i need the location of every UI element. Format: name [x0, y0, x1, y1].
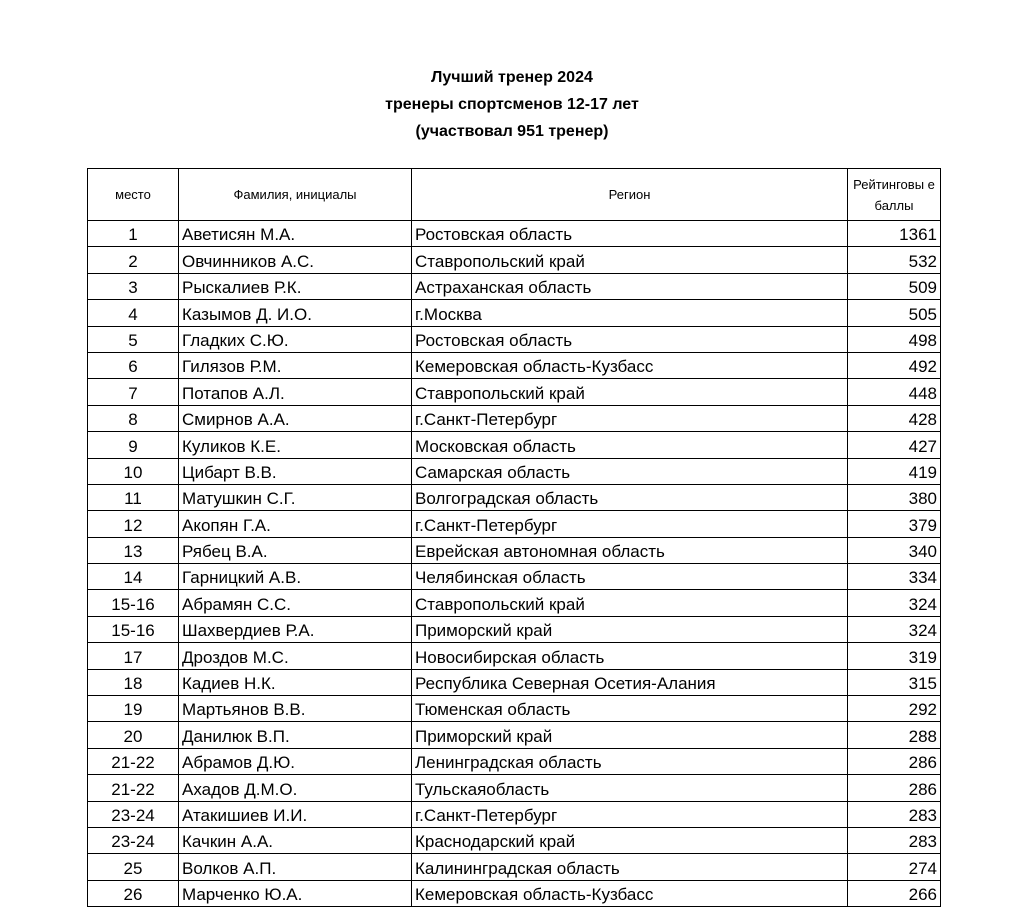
- region-cell: Самарская область: [412, 458, 848, 484]
- region-cell: г.Москва: [412, 300, 848, 326]
- coach-name-cell: Овчинников А.С.: [179, 247, 412, 273]
- coach-name-cell: Абрамов Д.Ю.: [179, 748, 412, 774]
- place-cell: 12: [88, 511, 179, 537]
- score-cell: 448: [848, 379, 941, 405]
- region-cell: г.Санкт-Петербург: [412, 511, 848, 537]
- coach-name-cell: Потапов А.Л.: [179, 379, 412, 405]
- coach-name-cell: Ахадов Д.М.О.: [179, 775, 412, 801]
- score-cell: 428: [848, 405, 941, 431]
- place-cell: 10: [88, 458, 179, 484]
- table-row: [88, 405, 941, 431]
- place-cell: 18: [88, 669, 179, 695]
- score-cell: 498: [848, 326, 941, 352]
- region-cell: Краснодарский край: [412, 827, 848, 853]
- table-body: [88, 221, 941, 907]
- table-row: [88, 748, 941, 774]
- coach-name-cell: Кадиев Н.К.: [179, 669, 412, 695]
- place-cell: 21-22: [88, 775, 179, 801]
- place-cell: 3: [88, 273, 179, 299]
- coach-name-cell: Смирнов А.А.: [179, 405, 412, 431]
- score-cell: 286: [848, 775, 941, 801]
- place-cell: 4: [88, 300, 179, 326]
- table-row: [88, 590, 941, 616]
- table-row: [88, 273, 941, 299]
- place-cell: 25: [88, 854, 179, 880]
- coach-name-cell: Гарницкий А.В.: [179, 564, 412, 590]
- coach-name-cell: Марченко Ю.А.: [179, 880, 412, 906]
- score-cell: 505: [848, 300, 941, 326]
- coach-name-cell: Аветисян М.А.: [179, 221, 412, 247]
- table-row: [88, 326, 941, 352]
- place-cell: 23-24: [88, 801, 179, 827]
- score-cell: 288: [848, 722, 941, 748]
- score-cell: 380: [848, 484, 941, 510]
- region-cell: Ставропольский край: [412, 379, 848, 405]
- score-cell: 1361: [848, 221, 941, 247]
- table-row: [88, 511, 941, 537]
- region-cell: Тульскаяобласть: [412, 775, 848, 801]
- place-cell: 17: [88, 643, 179, 669]
- coach-name-cell: Цибарт В.В.: [179, 458, 412, 484]
- place-cell: 19: [88, 696, 179, 722]
- score-cell: 509: [848, 273, 941, 299]
- place-cell: 15-16: [88, 616, 179, 642]
- place-cell: 9: [88, 432, 179, 458]
- score-cell: 292: [848, 696, 941, 722]
- coach-name-cell: Качкин А.А.: [179, 827, 412, 853]
- score-cell: 274: [848, 854, 941, 880]
- region-cell: Ставропольский край: [412, 247, 848, 273]
- region-cell: Приморский край: [412, 616, 848, 642]
- table-row: [88, 564, 941, 590]
- place-cell: 23-24: [88, 827, 179, 853]
- region-cell: Московская область: [412, 432, 848, 458]
- coach-name-cell: Рыскалиев Р.К.: [179, 273, 412, 299]
- region-cell: Волгоградская область: [412, 484, 848, 510]
- table-row: [88, 432, 941, 458]
- coach-name-cell: Куликов К.Е.: [179, 432, 412, 458]
- place-cell: 1: [88, 221, 179, 247]
- region-cell: Приморский край: [412, 722, 848, 748]
- coach-name-cell: Казымов Д. И.О.: [179, 300, 412, 326]
- table-row: [88, 775, 941, 801]
- score-cell: 419: [848, 458, 941, 484]
- score-cell: 283: [848, 801, 941, 827]
- table-row: [88, 484, 941, 510]
- table-header: [88, 169, 941, 221]
- document-title: [0, 64, 1024, 145]
- place-cell: 5: [88, 326, 179, 352]
- region-cell: Астраханская область: [412, 273, 848, 299]
- place-cell: 11: [88, 484, 179, 510]
- table-row: [88, 379, 941, 405]
- place-cell: 15-16: [88, 590, 179, 616]
- table-row: [88, 722, 941, 748]
- score-cell: 340: [848, 537, 941, 563]
- score-cell: 324: [848, 616, 941, 642]
- place-cell: 7: [88, 379, 179, 405]
- coach-name-cell: Мартьянов В.В.: [179, 696, 412, 722]
- place-cell: 14: [88, 564, 179, 590]
- coach-name-cell: Шахвердиев Р.А.: [179, 616, 412, 642]
- region-cell: Ростовская область: [412, 221, 848, 247]
- table-row: [88, 643, 941, 669]
- table-row: [88, 458, 941, 484]
- score-cell: 427: [848, 432, 941, 458]
- score-cell: 315: [848, 669, 941, 695]
- column-header-region: Регион: [412, 169, 848, 221]
- title-line-2: тренеры спортсменов 12-17 лет: [385, 96, 639, 113]
- region-cell: Калининградская область: [412, 854, 848, 880]
- coach-name-cell: Данилюк В.П.: [179, 722, 412, 748]
- coach-name-cell: Рябец В.А.: [179, 537, 412, 563]
- score-cell: 324: [848, 590, 941, 616]
- place-cell: 21-22: [88, 748, 179, 774]
- region-cell: Кемеровская область-Кузбасс: [412, 880, 848, 906]
- table-row: [88, 352, 941, 378]
- place-cell: 26: [88, 880, 179, 906]
- region-cell: Новосибирская область: [412, 643, 848, 669]
- coach-name-cell: Абрамян С.С.: [179, 590, 412, 616]
- region-cell: Ростовская область: [412, 326, 848, 352]
- region-cell: Ставропольский край: [412, 590, 848, 616]
- table-row: [88, 300, 941, 326]
- score-cell: 532: [848, 247, 941, 273]
- rating-table: [87, 168, 941, 907]
- title-line-3: (участвовал 951 тренер): [415, 123, 609, 140]
- table-row: [88, 537, 941, 563]
- table-row: [88, 669, 941, 695]
- region-cell: Тюменская область: [412, 696, 848, 722]
- score-cell: 492: [848, 352, 941, 378]
- coach-name-cell: Гладких С.Ю.: [179, 326, 412, 352]
- region-cell: Республика Северная Осетия-Алания: [412, 669, 848, 695]
- header-row: [88, 169, 941, 221]
- table-row: [88, 696, 941, 722]
- column-header-place: место: [88, 169, 179, 221]
- region-cell: Ленинградская область: [412, 748, 848, 774]
- region-cell: г.Санкт-Петербург: [412, 801, 848, 827]
- score-cell: 334: [848, 564, 941, 590]
- table-row: [88, 801, 941, 827]
- score-cell: 379: [848, 511, 941, 537]
- coach-name-cell: Матушкин С.Г.: [179, 484, 412, 510]
- table-row: [88, 247, 941, 273]
- region-cell: г.Санкт-Петербург: [412, 405, 848, 431]
- table-row: [88, 880, 941, 906]
- place-cell: 20: [88, 722, 179, 748]
- table-row: [88, 221, 941, 247]
- table-row: [88, 827, 941, 853]
- region-cell: Челябинская область: [412, 564, 848, 590]
- coach-name-cell: Акопян Г.А.: [179, 511, 412, 537]
- table-row: [88, 854, 941, 880]
- place-cell: 8: [88, 405, 179, 431]
- score-cell: 286: [848, 748, 941, 774]
- coach-name-cell: Волков А.П.: [179, 854, 412, 880]
- place-cell: 2: [88, 247, 179, 273]
- coach-name-cell: Гилязов Р.М.: [179, 352, 412, 378]
- column-header-name: Фамилия, инициалы: [179, 169, 412, 221]
- place-cell: 6: [88, 352, 179, 378]
- table-row: [88, 616, 941, 642]
- place-cell: 13: [88, 537, 179, 563]
- region-cell: Еврейская автономная область: [412, 537, 848, 563]
- region-cell: Кемеровская область-Кузбасс: [412, 352, 848, 378]
- score-cell: 283: [848, 827, 941, 853]
- score-cell: 266: [848, 880, 941, 906]
- title-line-1: Лучший тренер 2024: [431, 69, 593, 86]
- coach-name-cell: Дроздов М.С.: [179, 643, 412, 669]
- column-header-score: Рейтинговы е баллы: [848, 169, 941, 221]
- score-cell: 319: [848, 643, 941, 669]
- coach-name-cell: Атакишиев И.И.: [179, 801, 412, 827]
